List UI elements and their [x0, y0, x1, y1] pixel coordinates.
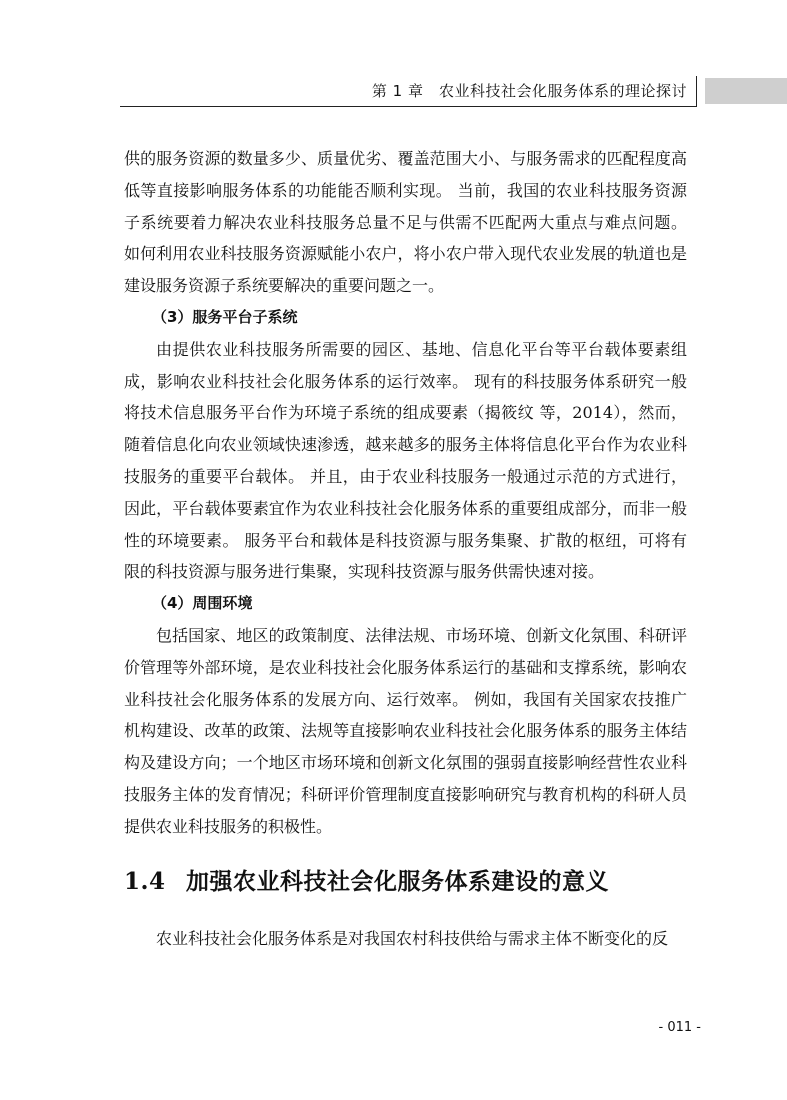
paragraph-platform: 由提供农业科技服务所需要的园区、基地、信息化平台等平台载体要素组成，影响农业科技社会化服务体系的运行效率。 现有的科技服务体系研究一般将技术信息服务平台作为环境子系统的组成要素（揭筱纹 等，2014），然而，随着信息化向农业领域快速渗透，越来越多的服务主体将信息化平台作为农业科技服务的重要平台载体。 并且，由于农业科技服务一般通过示范的方式进行，因此，平台载体要素宜作为农业科技社会化服务体系的重要组成部分，而非一般性的环境要素。 服务平台和载体是科技资源与服务集聚、扩散的枢纽，可将有限的科技资源与服务进行集聚，实现科技资源与服务供需快速对接。 [124, 339, 687, 582]
header-tab-block [705, 78, 787, 104]
page-body [124, 143, 687, 954]
subheading-environment: （4）周围环境 [152, 594, 253, 613]
section-title: 加强农业科技社会化服务体系建设的意义 [186, 867, 609, 895]
section-number: 1.4 [124, 867, 166, 895]
subheading-platform-subsystem: （3）服务平台子系统 [152, 307, 298, 326]
paragraph-resources: 供的服务资源的数量多少、质量优劣、覆盖范围大小、与服务需求的匹配程度高低等直接影响服务体系的功能能否顺利实现。 当前，我国的农业科技服务资源子系统要着力解决农业科技服务总量不足与供需不匹配两大重点与难点问题。 如何利用农业科技服务资源赋能小农户，将小农户带入现代农业发展的轨道也是建设服务资源子系统要解决的重要问题之一。 [124, 149, 687, 296]
section-heading [124, 865, 687, 899]
paragraph-environment: 包括国家、地区的政策制度、法律法规、市场环境、创新文化氛围、科研评价管理等外部环境，是农业科技社会化服务体系运行的基础和支撑系统，影响农业科技社会化服务体系的发展方向、运行效率。 例如，我国有关国家农技推广机构建设、改革的政策、法规等直接影响农业科技社会化服务体系的服务主体结构及建设方向；一个地区市场环境和创新文化氛围的强弱直接影响经营性农业科技服务主体的发育情况；科研评价管理制度直接影响研究与教育机构的科研人员提供农业科技服务的积极性。 [124, 625, 687, 836]
running-header [0, 70, 787, 110]
paragraph-significance: 农业科技社会化服务体系是对我国农村科技供给与需求主体不断变化的反 [156, 928, 669, 948]
header-rule [120, 106, 696, 107]
header-divider [696, 76, 697, 107]
chapter-title: 第 1 章 农业科技社会化服务体系的理论探讨 [371, 82, 687, 100]
page-number: - 011 - [658, 1020, 701, 1035]
